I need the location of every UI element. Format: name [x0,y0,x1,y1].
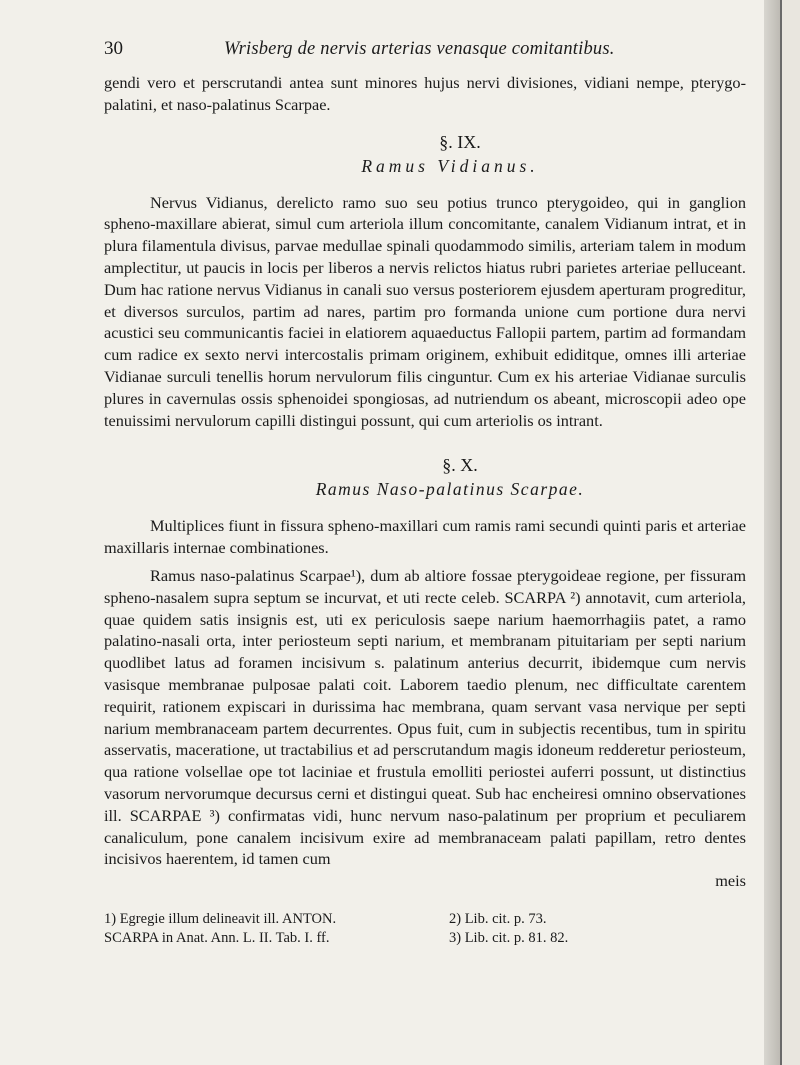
page-number: 30 [104,38,123,59]
section-10-title: Ramus Naso-palatinus Scarpae. [315,479,585,500]
section-9-paragraph: Nervus Vidianus, derelicto ramo suo seu potius trunco pterygoideo, qui in ganglion spheno-maxillare abierat, simul cum arteriola illum concomitante, canalem Vidianum intrat, et in plura filamentula divisus, parvae medullae spinali quodammodo similis, arteriam talem in modum amplectitur, ut paucis in locis per liberos a nervis relictos hiatus rubri parietes arteriae pelluceant. Dum hac ratione nervus Vidianus in canali suo versus posteriorem ejusdem aperturam progreditur, et diversos surculos, partim ad nares, partim pro formanda unione cum portione dura nervi acustici seu communicantis faciei in elatiorem aquaeductus Fallopii partem, partim ad formandam cum radice ex sexto nervi intercostalis primam originem, exhibuit ediditque, omnes illi arteriae Vidianae surculi tenellis horum nervulorum filis cinguntur. Cum ex his arteriae Vidianae surculis plures in cavernulas ossis sphenoidei spongiosas, ad nutriendum os abeant, microscopii adeo ope tenuissimi nervulorum capilli distingui possunt, qui cum arteriolis os intrant. [104,192,746,430]
catchword: meis [715,871,746,891]
section-10-number: §. X. [442,455,478,476]
footnote-3: 3) Lib. cit. p. 81. 82. [449,929,569,946]
section-9-title: Ramus Vidianus. [361,155,539,176]
footnote-1-line-1: 1) Egregie illum delineavit ill. ANTON. [104,910,337,927]
intro-paragraph: gendi vero et perscrutandi antea sunt minores hujus nervi divisiones, vidiani nempe, pterygo-palatini, et naso-palatinus Scarpae. [104,73,746,114]
footnote-1-line-2: SCARPA in Anat. Ann. L. II. Tab. I. ff. [104,929,330,946]
section-10-paragraph-2: Ramus naso-palatinus Scarpae¹), dum ab altiore fossae pterygoideae regione, per fissuram spheno-nasalem supra septum se incurvat, et uti recte celeb. SCARPA ²) annotavit, cum arteriola, quae quidem satis insignis est, uti ex periculosis saepe narium haemorrhagiis patet, a ramo palatino-nasali orta, inter periosteum septi narium, et membranam pituitariam per septi narium quodlibet latus ad foramen incisivum s. palatinum anterius decurrit, ibidemque cum nervis vasisque membranae pulposae palati coit. Laborem taedio plenum, nec difficultate carentem requirit, rationem expiscari in durissima hac membrana, quam servant vasa nervique per septi narium membranaceam partem decurrentes. Opus fuit, cum in subjectis recentibus, tum in spiritu asservatis, maceratione, ut tractabilius et ad perscrutandum magis idoneum redderetur periosteum, qua ratione volsellae ope tot laciniae et frustula emolliti periostei auferri possunt, ut distinctius vasorum nervorumque decursus cerni et distingui queat. Sub hac encheiresi omnino observationes ill. SCARPAE ³) confirmatas vidi, hunc nervum naso-palatinum per proprium et peculiarem canaliculum, pone canalem incisivum exire ad membranaceam palati papillam, retro dentes incisivos haerentem, id tamen cum [104,565,746,869]
section-10-paragraph-1: Multiplices fiunt in fissura spheno-maxillari cum ramis rami secundi quinti paris et arteriae maxillaris internae combinationes. [104,516,746,558]
section-9-number: §. IX. [439,131,481,152]
page-edge-shadow [764,0,780,1065]
running-title: Wrisberg de nervis arterias venasque comitantibus. [224,39,615,59]
page-header [104,38,746,72]
footnote-2: 2) Lib. cit. p. 73. [449,910,547,927]
page-content [104,38,746,948]
footnotes [104,910,746,948]
